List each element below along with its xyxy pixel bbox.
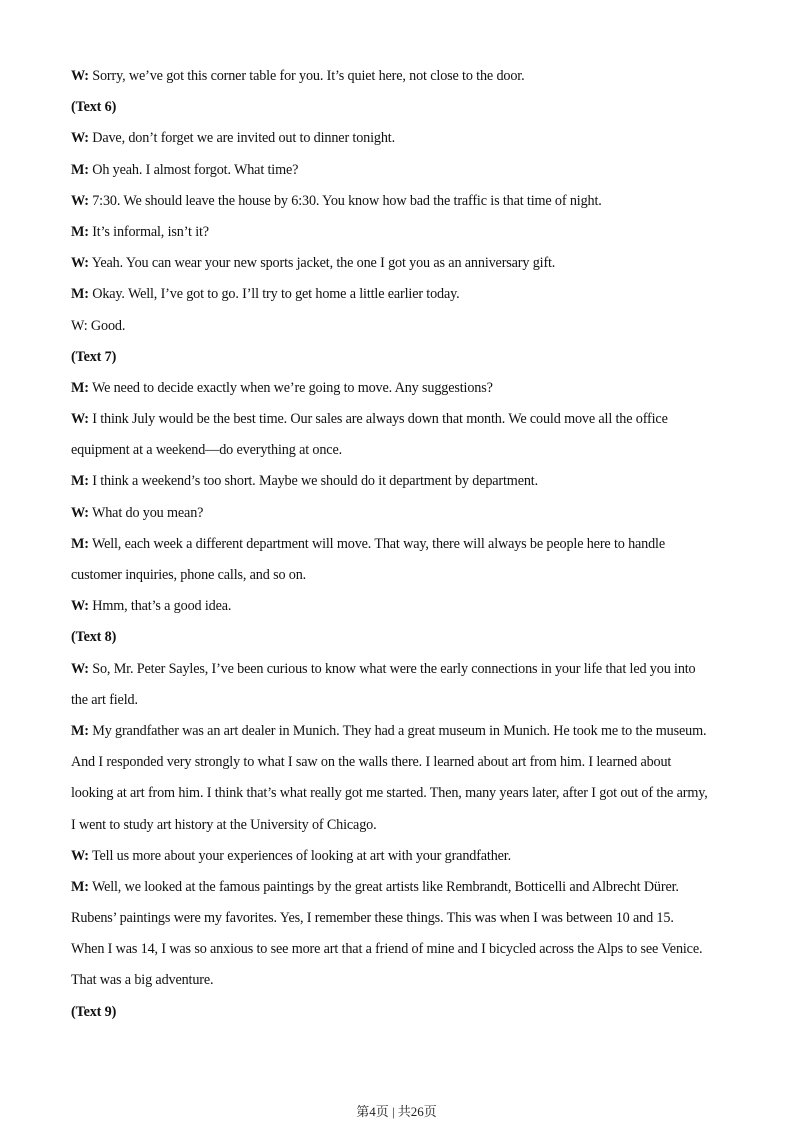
- dialogue-line: [71, 248, 726, 279]
- dialogue-line: [71, 872, 726, 903]
- speaker-label: W:: [71, 130, 89, 147]
- dialogue-text: Tell us more about your experiences of looking at art with your grandfather.: [88, 847, 511, 864]
- speaker-label: M:: [71, 223, 89, 240]
- dialogue-text: Well, each week a different department will move. That way, there will always be people here to handle: [88, 535, 665, 552]
- dialogue-line: [71, 155, 726, 186]
- speaker-label: M:: [71, 878, 89, 895]
- speaker-label: M:: [71, 535, 89, 552]
- continuation-line: That was a big adventure.: [71, 972, 214, 989]
- speaker-label: W:: [71, 847, 89, 864]
- dialogue-text: Dave, don’t forget we are invited out to dinner tonight.: [88, 130, 395, 147]
- dialogue-line: [71, 404, 726, 435]
- document-body: [71, 61, 726, 1028]
- dialogue-text: Hmm, that’s a good idea.: [88, 598, 232, 615]
- dialogue-text: My grandfather was an art dealer in Munich. They had a great museum in Munich. He took me to the museum.: [88, 722, 707, 739]
- speaker-label: W:: [71, 411, 89, 428]
- dialogue-line: [71, 373, 726, 404]
- dialogue-line: [71, 498, 726, 529]
- dialogue-line: [71, 716, 726, 747]
- dialogue-line: [71, 279, 726, 310]
- dialogue-text: Well, we looked at the famous paintings by the great artists like Rembrandt, Botticelli and Albrecht Dürer.: [88, 878, 679, 895]
- dialogue-text: Sorry, we’ve got this corner table for you. It’s quiet here, not close to the door.: [88, 68, 525, 84]
- dialogue-line: [71, 841, 726, 872]
- continuation-line: When I was 14, I was so anxious to see more art that a friend of mine and I bicycled across the Alps to see Venice.: [71, 941, 703, 958]
- section-heading: (Text 8): [71, 629, 117, 646]
- dialogue-text: I think a weekend’s too short. Maybe we should do it department by department.: [88, 473, 538, 490]
- section-heading: (Text 6): [71, 99, 117, 116]
- continuation-line: customer inquiries, phone calls, and so on.: [71, 567, 307, 583]
- page-footer: 第4页 | 共26页: [356, 1104, 437, 1119]
- dialogue-line: [71, 186, 726, 217]
- section-heading: (Text 9): [71, 1003, 117, 1020]
- dialogue-text: It’s informal, isn’t it?: [88, 223, 209, 240]
- continuation-line: W: Good.: [71, 317, 126, 334]
- dialogue-line: [71, 529, 726, 560]
- dialogue-text: Oh yeah. I almost forgot. What time?: [88, 161, 299, 178]
- dialogue-text: Okay. Well, I’ve got to go. I’ll try to get home a little earlier today.: [88, 286, 460, 303]
- dialogue-line: [71, 123, 726, 154]
- speaker-label: W:: [71, 504, 89, 521]
- speaker-label: M:: [71, 473, 89, 490]
- continuation-line: I went to study art history at the University of Chicago.: [71, 816, 377, 833]
- dialogue-line: [71, 217, 726, 248]
- section-heading: (Text 7): [71, 348, 117, 365]
- speaker-label: M:: [71, 722, 89, 739]
- dialogue-line: [71, 654, 726, 685]
- speaker-label: W:: [71, 68, 89, 84]
- speaker-label: W:: [71, 192, 89, 209]
- dialogue-text: Yeah. You can wear your new sports jacket, the one I got you as an anniversary gift.: [88, 255, 556, 272]
- continuation-line: And I responded very strongly to what I saw on the walls there. I learned about art from him. I learned about: [71, 754, 672, 771]
- speaker-label: M:: [71, 379, 89, 396]
- speaker-label: M:: [71, 286, 89, 303]
- dialogue-text: What do you mean?: [88, 504, 204, 521]
- continuation-line: Rubens’ paintings were my favorites. Yes, I remember these things. This was when I was between 10 and 15.: [71, 910, 674, 927]
- continuation-line: equipment at a weekend—do everything at once.: [71, 442, 342, 459]
- speaker-label: W:: [71, 255, 89, 272]
- speaker-label: W:: [71, 660, 89, 677]
- continuation-line: looking at art from him. I think that’s what really got me started. Then, many years later, after I got out of the army,: [71, 785, 708, 802]
- dialogue-line: [71, 591, 726, 622]
- dialogue-text: So, Mr. Peter Sayles, I’ve been curious to know what were the early connections in your life that led you into: [88, 660, 696, 677]
- speaker-label: M:: [71, 161, 89, 178]
- dialogue-line: [71, 466, 726, 497]
- dialogue-text: I think July would be the best time. Our sales are always down that month. We could move all the office: [88, 411, 668, 428]
- dialogue-line: [71, 61, 726, 92]
- speaker-label: W:: [71, 598, 89, 615]
- continuation-line: the art field.: [71, 691, 138, 708]
- dialogue-text: 7:30. We should leave the house by 6:30. You know how bad the traffic is that time of night.: [88, 192, 602, 209]
- dialogue-text: We need to decide exactly when we’re going to move. Any suggestions?: [88, 379, 493, 396]
